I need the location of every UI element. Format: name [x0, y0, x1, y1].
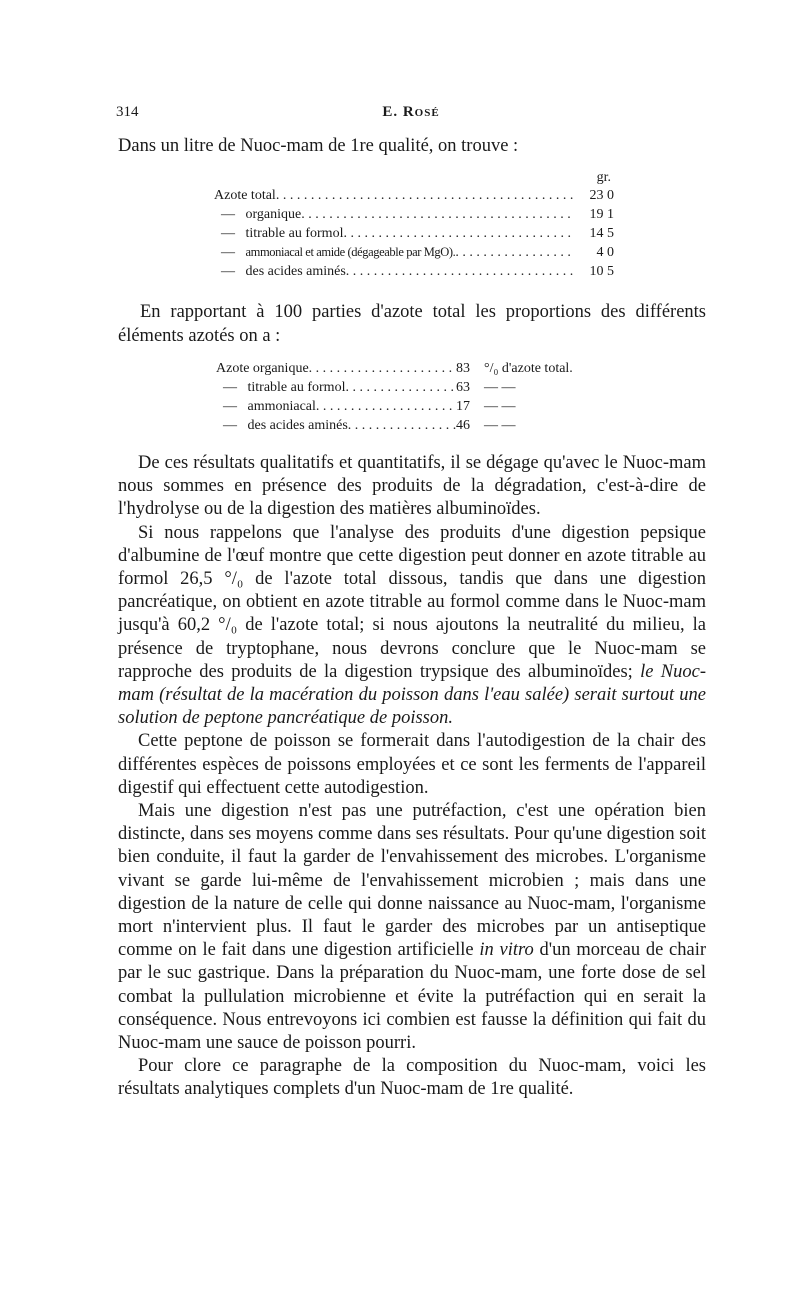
row-unit: — —	[484, 380, 516, 395]
paragraph: Cette peptone de poisson se formerait dans l'autodigestion de la chair des différentes espèces de poissons employées et ce sont les ferments de l'appareil digestif qui effectuent cette autodigestion.	[118, 731, 706, 798]
leader-dots	[316, 397, 456, 416]
leader-dots	[346, 262, 574, 281]
row-label: ammoniacal	[247, 399, 316, 414]
unit-label: gr.	[596, 170, 611, 185]
paragraph	[118, 800, 706, 1055]
row-unit: — —	[484, 399, 516, 414]
table-row	[216, 416, 616, 435]
row-label: titrable au formol	[245, 226, 344, 241]
row-label: ammoniacal et amide (dégageable par MgO).	[245, 245, 456, 259]
italic-text: in vitro	[479, 940, 534, 961]
row-label: titrable au formol	[247, 380, 346, 395]
row-value: 83	[456, 361, 470, 376]
table-row	[214, 186, 614, 205]
row-label: Azote total	[214, 188, 276, 203]
row-value: 23 0	[589, 188, 614, 203]
italic-text: le Nuoc-mam (résultat de la macération du poisson dans l'eau salée) serait surtout une solution de peptone pancréatique de poisson.	[118, 661, 707, 729]
row-unit: °/₀ d'azote total.	[484, 361, 573, 376]
ditto-dash: —	[221, 264, 235, 279]
page-header	[116, 104, 706, 128]
paragraph: De ces résultats qualitatifs et quantitatifs, il se dégage qu'avec le Nuoc-mam nous sommes en présence des produits de la dégradation, c'est-à-dire de l'hydrolyse ou de la digestion des matières albuminoïdes.	[118, 453, 706, 520]
paragraph: En rapportant à 100 parties d'azote total les proportions des différents éléments azotés on a :	[118, 302, 706, 346]
ditto-dash: —	[223, 418, 237, 433]
paragraph: Pour clore ce paragraphe de la composition du Nuoc-mam, voici les résultats analytiques complets d'un Nuoc-mam de 1re qualité.	[118, 1056, 706, 1100]
table-row	[214, 205, 614, 224]
leader-dots	[343, 224, 574, 243]
row-value: 14 5	[589, 226, 614, 241]
row-value: 19 1	[589, 207, 614, 222]
leader-dots	[301, 205, 574, 224]
row-label: organique	[245, 207, 302, 222]
nitrogen-table-percent	[216, 359, 616, 435]
row-unit: — —	[484, 418, 516, 433]
paragraph-text: Mais une digestion n'est pas une putréfaction, c'est une opération bien distincte, dans ses moyens comme dans ses résultats. Pour qu'une digestion soit bien conduite, il faut la garder de l'envahissement des microbes. L'organisme vivant se garde lui-même de l'envahissement microbien ; mais dans une digestion de la nature de celle qui donne naissance au Nuoc-mam, l'organisme mort n'intervient plus. Il faut le garder des microbes par un antiseptique comme on le fait dans une digestion artificielle	[118, 801, 706, 961]
table-row	[214, 224, 614, 243]
row-value: 10 5	[589, 264, 614, 279]
row-label: des acides aminés	[245, 264, 346, 279]
ditto-dash: —	[221, 207, 235, 222]
row-value: 63	[456, 380, 470, 395]
table-row	[216, 359, 616, 378]
leader-dots	[276, 186, 574, 205]
table-row	[214, 262, 614, 281]
paragraph	[118, 522, 706, 731]
table-row	[214, 243, 614, 262]
ditto-dash: —	[221, 245, 235, 260]
nitrogen-table-grams	[214, 170, 614, 281]
row-value: 17	[456, 399, 470, 414]
table-row	[216, 378, 616, 397]
ditto-dash: —	[223, 380, 237, 395]
leader-dots	[348, 416, 456, 435]
table-row	[216, 397, 616, 416]
row-label: Azote organique	[216, 361, 309, 376]
row-label: des acides aminés	[247, 418, 348, 433]
page-number: 314	[116, 104, 139, 120]
ditto-dash: —	[221, 226, 235, 241]
intro-line: Dans un litre de Nuoc-mam de 1re qualité, on trouve :	[118, 136, 519, 156]
paragraph-text: Si nous rappelons que l'analyse des produits d'une digestion pepsique d'albumine de l'œuf montre que cette digestion peut donner en azote titrable au formol 26,5 °/₀ de l'azote total dissous, tandis que dans une digestion pancréatique, on obtient en azote titrable au formol comme dans le Nuoc-mam jusqu'à 60,2 °/₀ de l'azote total; si nous ajoutons la neutralité du milieu, la présence de tryptophane, nous devrons conclure que le Nuoc-mam se rapproche des produits de la digestion trypsique des albuminoïdes;	[118, 522, 706, 682]
leader-dots	[345, 378, 456, 397]
running-head: E. Rosé	[382, 104, 440, 120]
row-value: 46	[456, 418, 470, 433]
leader-dots	[455, 243, 574, 262]
paragraph-text: d'un morceau de chair par le suc gastrique. Dans la préparation du Nuoc-mam, une forte dose de sel combat la pullulation microbienne et évite la putréfaction qui en serait la conséquence. Nous entrevoyons ici combien est fausse la définition qui fait du Nuoc-mam une sauce de poisson pourri.	[118, 940, 707, 1054]
leader-dots	[309, 359, 456, 378]
ditto-dash: —	[223, 399, 237, 414]
row-value: 4 0	[596, 245, 614, 260]
body-text	[118, 452, 706, 1102]
